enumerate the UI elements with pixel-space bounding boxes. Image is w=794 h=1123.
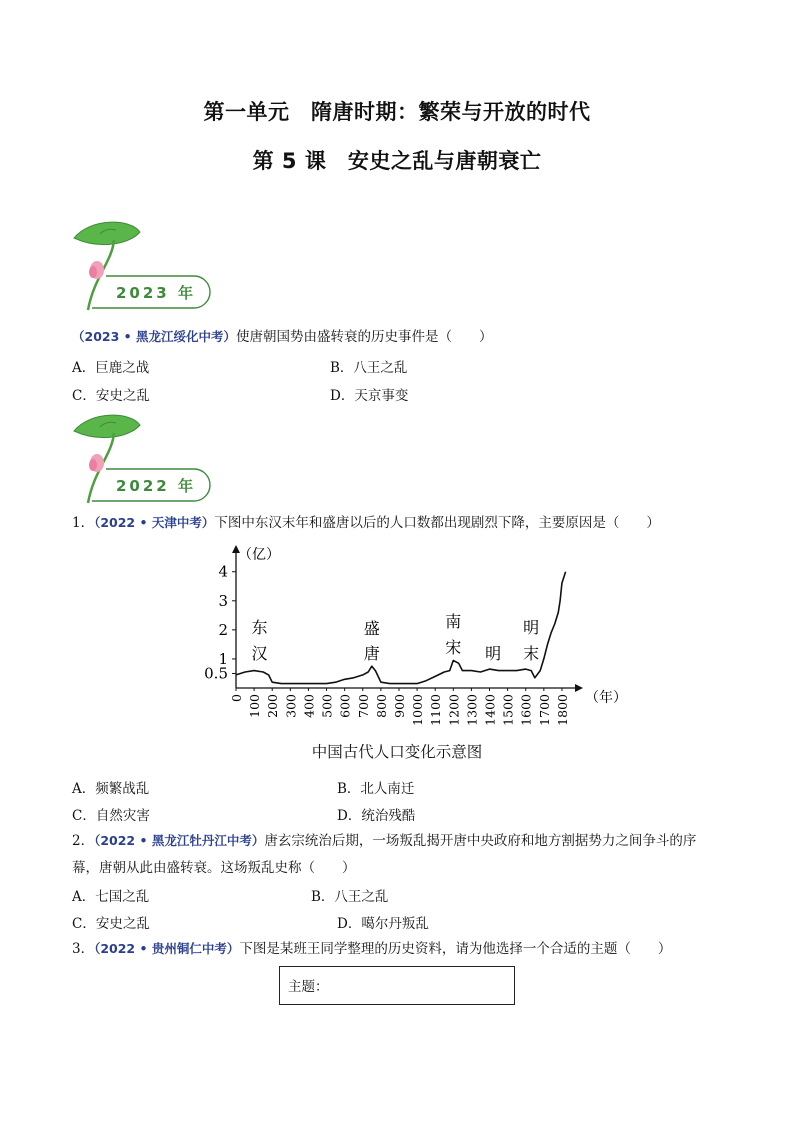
- option-b: B．八王之乱: [330, 360, 408, 376]
- x-axis-arrow: [575, 684, 583, 692]
- y-tick-label: 2: [218, 620, 228, 639]
- question-1: [72, 513, 732, 533]
- question-2023: [72, 327, 732, 347]
- chart-annotation: 盛: [363, 619, 380, 639]
- option-d: D．噶尔丹叛乱: [337, 916, 429, 932]
- year-label: 2023 年: [116, 284, 196, 302]
- question-number: 2．: [72, 833, 95, 849]
- question-source: （2022 • 贵州铜仁中考）: [94, 941, 240, 956]
- x-tick-label: 100: [247, 694, 263, 718]
- option-b: B．八王之乱: [311, 889, 389, 905]
- option-b: B．北人南迁: [337, 781, 415, 797]
- unit-title: 第一单元 隋唐时期：繁荣与开放的时代: [203, 100, 591, 124]
- x-tick-label: 1200: [446, 694, 462, 726]
- x-tick-label: 600: [337, 694, 353, 718]
- year-badge-2022: [84, 467, 212, 503]
- x-tick-label: 900: [391, 694, 407, 718]
- question-number: 1．: [72, 515, 95, 531]
- option-a: A．七国之乱: [72, 889, 150, 905]
- option-c: C．自然灾害: [72, 808, 150, 824]
- y-tick-label: 4: [218, 562, 228, 581]
- x-tick-label: 1600: [518, 694, 534, 726]
- x-tick-label: 200: [265, 694, 281, 718]
- theme-box: [279, 966, 515, 1005]
- y-tick-label: 3: [218, 591, 228, 610]
- question-source: （2022 • 黑龙江牡丹江中考）: [94, 833, 265, 848]
- x-axis-label: （年）: [585, 690, 627, 706]
- option-c: C．安史之乱: [72, 916, 150, 932]
- option-a: A．巨鹿之战: [72, 360, 150, 376]
- x-tick-label: 500: [319, 694, 335, 718]
- x-tick-label: 1300: [464, 694, 480, 726]
- chart-annotation: 唐: [363, 643, 380, 663]
- chart-title: 中国古代人口变化示意图: [311, 743, 483, 761]
- x-tick-label: 1100: [428, 694, 444, 726]
- option-a: A．频繁战乱: [72, 781, 150, 797]
- theme-box-label: 主题：: [288, 979, 329, 995]
- year-label: 2022 年: [116, 477, 196, 495]
- chart-annotation: 南: [445, 611, 462, 631]
- x-tick-label: 0: [229, 694, 244, 702]
- x-tick-label: 400: [301, 694, 317, 718]
- y-tick-label: 1: [218, 649, 228, 668]
- x-tick-label: 1400: [482, 694, 498, 726]
- question-3: [72, 939, 732, 959]
- question-source: （2022 • 天津中考）: [94, 515, 215, 530]
- chart-annotation: 宋: [445, 638, 462, 658]
- chart-annotation: 末: [523, 643, 540, 663]
- x-tick-label: 1500: [500, 694, 516, 726]
- chart-annotation: 东: [251, 617, 268, 637]
- x-tick-label: 800: [373, 694, 389, 718]
- chart-annotation: 明: [523, 617, 540, 637]
- option-d: D．天京事变: [330, 388, 409, 404]
- x-tick-label: 1700: [536, 694, 552, 726]
- x-tick-label: 300: [283, 694, 299, 718]
- year-badge-2023: [84, 274, 212, 310]
- question-stem: 使唐朝国势由盛转衰的历史事件是（ ）: [235, 329, 493, 345]
- population-chart: [196, 540, 627, 770]
- y-tick-label: 0.5: [204, 664, 228, 683]
- x-tick-label: 700: [355, 694, 371, 718]
- question-2-line2: 幕，唐朝从此由盛转衰。这场叛乱史称（ ）: [72, 860, 356, 876]
- question-number: 3．: [72, 941, 95, 957]
- x-tick-label: 1000: [410, 694, 426, 726]
- chart-annotation: 明: [485, 643, 502, 663]
- x-tick-label: 1800: [554, 694, 570, 726]
- lesson-title: 第 5 课 安史之乱与唐朝衰亡: [252, 149, 542, 173]
- option-d: D．统治残酷: [337, 808, 416, 824]
- question-stem-line1: 唐玄宗统治后期，一场叛乱揭开唐中央政府和地方割据势力之间争斗的序: [264, 833, 697, 849]
- y-axis-label: （亿）: [238, 547, 280, 563]
- question-source: （2023 • 黑龙江绥化中考）: [72, 329, 236, 344]
- question-stem: 下图中东汉末年和盛唐以后的人口数都出现剧烈下降，主要原因是（ ）: [214, 515, 660, 531]
- option-c: C．安史之乱: [72, 388, 150, 404]
- question-2: [72, 831, 732, 851]
- population-line: [236, 572, 566, 684]
- chart-annotation: 汉: [251, 643, 268, 663]
- question-stem: 下图是某班王同学整理的历史资料，请为他选择一个合适的主题（ ）: [239, 941, 672, 957]
